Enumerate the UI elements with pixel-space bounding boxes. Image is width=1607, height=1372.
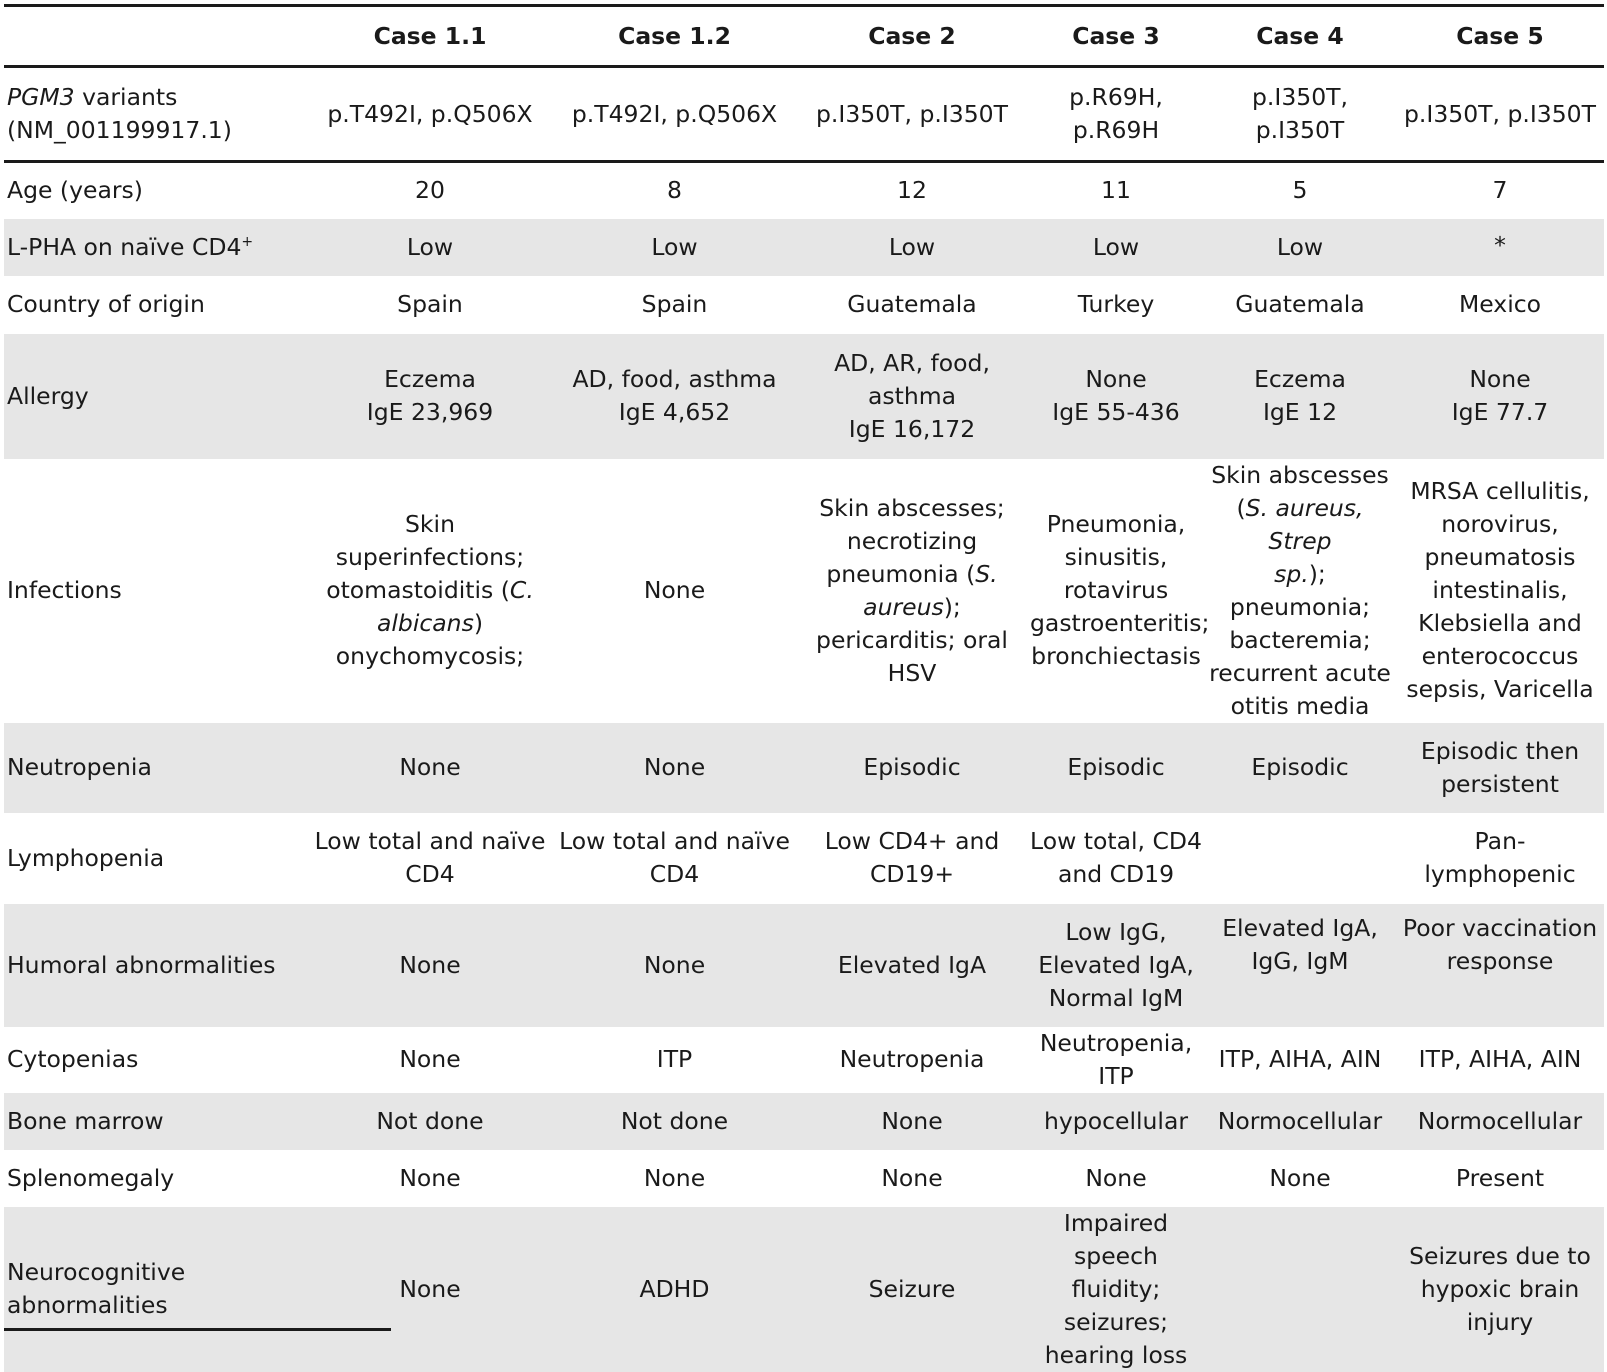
row-label: Age (years) xyxy=(7,176,143,205)
header-case-5: Case 5 xyxy=(1396,6,1604,67)
table-cell: None xyxy=(307,904,553,1027)
clinical-features-table xyxy=(4,4,1604,1372)
header-case-4: Case 4 xyxy=(1204,6,1396,67)
row-label: Neutropenia xyxy=(4,723,307,813)
row-allergy xyxy=(4,334,1604,459)
table-cell: None IgE 55-436 xyxy=(1028,334,1204,459)
cell-text: onychomycosis; xyxy=(335,642,525,670)
cell-text-italic: C. xyxy=(509,576,534,604)
table-cell: Mexico xyxy=(1458,290,1542,318)
table-cell: Episodic xyxy=(1204,723,1396,813)
header-cell xyxy=(4,6,307,67)
row-age xyxy=(4,162,1604,219)
cell-text: otomastoiditis ( xyxy=(326,576,510,604)
cell-text-italic: albicans xyxy=(376,609,474,637)
table-cell: Elevated IgA, IgG, IgM xyxy=(1204,904,1396,1027)
cell-text: pneumonia ( xyxy=(826,559,976,588)
row-splenomegaly xyxy=(4,1150,1604,1207)
cell-text: ) xyxy=(473,609,483,637)
table-cell: 20 xyxy=(415,176,445,205)
table-cell: p.R69H, p.R69H xyxy=(1028,67,1204,162)
table-cell: Neutropenia, ITP xyxy=(1039,1028,1193,1090)
table-cell: None xyxy=(553,723,796,813)
row-lymphopenia xyxy=(4,813,1604,904)
table-cell: p.T492I, p.Q506X xyxy=(307,67,553,162)
table-cell: MRSA cellulitis, norovirus, pneumatosis intestinalis, Klebsiella and enterococcus sepsis, Varicella xyxy=(1406,477,1594,703)
table-cell: Eczema IgE 23,969 xyxy=(307,334,553,459)
table-cell: None xyxy=(399,1163,461,1192)
table-cell: None xyxy=(796,1093,1028,1150)
table-cell: Episodic xyxy=(796,723,1028,813)
table-cell: None IgE 77.7 xyxy=(1396,334,1604,459)
reference-sequence: (NM_001199917.1) xyxy=(7,116,232,144)
table-cell: Guatemala xyxy=(847,290,977,318)
variants-word: variants xyxy=(74,83,178,111)
header-case-3: Case 3 xyxy=(1028,6,1204,67)
table-cell: ADHD xyxy=(553,1207,796,1372)
lpha-label-text: L-PHA on naïve CD4 xyxy=(7,232,242,261)
row-label: Country of origin xyxy=(7,290,205,318)
table-cell xyxy=(307,459,553,723)
table-cell: None xyxy=(643,1163,706,1192)
table-cell: None xyxy=(553,904,796,1027)
cell-text: otitis media xyxy=(1230,691,1370,720)
row-cytopenias xyxy=(4,1027,1604,1093)
table-cell: Not done xyxy=(553,1093,796,1150)
header-row xyxy=(4,6,1604,67)
lpha-label-sup: + xyxy=(241,233,254,250)
table-cell: Eczema IgE 12 xyxy=(1204,334,1396,459)
table-cell: 11 xyxy=(1101,176,1131,205)
table-cell: ITP, AIHA, AIN xyxy=(1418,1045,1582,1073)
row-humoral xyxy=(4,904,1604,1027)
cell-text: ); xyxy=(943,592,961,621)
table-cell: Low total, CD4 and CD19 xyxy=(1030,827,1202,888)
table-cell: Episodic xyxy=(1028,723,1204,813)
table-cell: Spain xyxy=(397,290,463,318)
table-cell: Normocellular xyxy=(1204,1093,1396,1150)
cell-text: HSV xyxy=(887,658,937,687)
row-label-variants xyxy=(4,67,307,162)
row-label: Infections xyxy=(7,576,122,604)
row-label: Lymphopenia xyxy=(7,843,165,872)
table-cell xyxy=(796,459,1028,723)
table-cell: Low xyxy=(553,219,796,276)
table-cell: Seizure xyxy=(796,1207,1028,1372)
cell-text: necrotizing xyxy=(846,526,978,555)
table-cell: * xyxy=(1396,219,1604,276)
table-cell: 7 xyxy=(1492,176,1508,205)
table-cell: Impaired speech fluidity; seizures; hearing loss xyxy=(1028,1207,1204,1372)
table-cell: Low xyxy=(796,219,1028,276)
row-label: Bone marrow xyxy=(4,1093,307,1150)
header-case-2: Case 2 xyxy=(796,6,1028,67)
table-cell: Low IgG, Elevated IgA, Normal IgM xyxy=(1028,904,1204,1027)
row-neurocognitive xyxy=(4,1207,1604,1372)
cell-text: bacteremia; xyxy=(1229,625,1371,654)
row-variants xyxy=(4,67,1604,162)
table-cell: None xyxy=(307,723,553,813)
table-cell: None xyxy=(643,576,706,604)
table-cell xyxy=(1204,1207,1396,1372)
table-cell: Elevated IgA xyxy=(796,904,1028,1027)
table-cell: AD, AR, food, asthma IgE 16,172 xyxy=(796,334,1028,459)
table-cell: Low xyxy=(1028,219,1204,276)
table-cell: None xyxy=(1085,1163,1147,1192)
table-cell: 12 xyxy=(897,176,927,205)
row-label: Neurocognitive abnormalities xyxy=(4,1207,307,1372)
table-cell: Not done xyxy=(307,1093,553,1150)
table-cell xyxy=(1204,459,1396,723)
row-label: Allergy xyxy=(4,334,307,459)
table-cell: Low xyxy=(1204,219,1396,276)
cell-text: recurrent acute xyxy=(1209,658,1391,687)
table-cell: Pneumonia, sinusitis, rotavirus gastroenteritis; bronchiectasis xyxy=(1030,510,1210,670)
row-label: Splenomegaly xyxy=(7,1163,175,1192)
table-cell: Low xyxy=(307,219,553,276)
cell-text: ); pneumonia; xyxy=(1229,559,1371,621)
header-case-1-2: Case 1.2 xyxy=(553,6,796,67)
table-cell: Episodic then persistent xyxy=(1396,723,1604,813)
row-country xyxy=(4,276,1604,334)
cell-text-italic: S. xyxy=(975,559,998,588)
cell-text: Skin superinfections; xyxy=(335,510,525,571)
row-label: Cytopenias xyxy=(7,1045,139,1073)
cell-text: Skin abscesses xyxy=(1211,460,1389,489)
table-cell: None xyxy=(399,1045,461,1073)
cell-text: Skin abscesses; xyxy=(819,493,1005,522)
table-cell: Low CD4+ and CD19+ xyxy=(824,827,1000,888)
table-cell: ITP, AIHA, AIN xyxy=(1218,1045,1382,1073)
table-cell: 5 xyxy=(1292,176,1308,205)
table-cell: None xyxy=(881,1163,943,1192)
table-cell: Guatemala xyxy=(1235,290,1365,318)
table-cell: 8 xyxy=(667,176,682,205)
row-label-lpha xyxy=(4,219,307,276)
table-cell: Turkey xyxy=(1077,290,1155,318)
row-bone-marrow xyxy=(4,1093,1604,1150)
row-infections xyxy=(4,459,1604,723)
cell-text: pericarditis; oral xyxy=(816,625,1008,654)
table-bottom-rule xyxy=(4,1328,391,1331)
cell-text-italic: aureus xyxy=(863,592,944,621)
row-label: Humoral abnormalities xyxy=(4,904,307,1027)
table-cell: Pan- lymphopenic xyxy=(1424,827,1576,888)
table-cell: p.I350T, p.I350T xyxy=(1204,67,1396,162)
header-case-1-1: Case 1.1 xyxy=(307,6,553,67)
table-cell: Seizures due to hypoxic brain injury xyxy=(1396,1207,1604,1372)
table-cell: Neutropenia xyxy=(839,1045,985,1073)
table-cell: None xyxy=(307,1207,553,1372)
cell-text-italic: S. aureus, Strep xyxy=(1245,493,1364,555)
table-cell: AD, food, asthma IgE 4,652 xyxy=(553,334,796,459)
table-cell: p.I350T, p.I350T xyxy=(1396,67,1604,162)
table-cell: p.T492I, p.Q506X xyxy=(553,67,796,162)
table-cell: Low total and naïve CD4 xyxy=(559,827,790,888)
table-cell: Spain xyxy=(641,290,708,318)
clinical-table-container xyxy=(4,4,1604,1372)
table-cell: Normocellular xyxy=(1396,1093,1604,1150)
table-cell: None xyxy=(1269,1163,1331,1192)
cell-text-italic: sp. xyxy=(1274,559,1309,588)
table-cell: hypocellular xyxy=(1028,1093,1204,1150)
row-lpha xyxy=(4,219,1604,276)
table-cell: ITP xyxy=(656,1045,693,1073)
cell-text: ( xyxy=(1236,493,1246,522)
table-cell: Poor vaccination response xyxy=(1396,904,1604,1027)
gene-name: PGM3 xyxy=(7,83,75,111)
table-cell: Present xyxy=(1455,1163,1545,1192)
row-neutropenia xyxy=(4,723,1604,813)
table-cell xyxy=(1204,813,1396,904)
table-cell: p.I350T, p.I350T xyxy=(796,67,1028,162)
table-cell: Low total and naïve CD4 xyxy=(314,827,546,888)
